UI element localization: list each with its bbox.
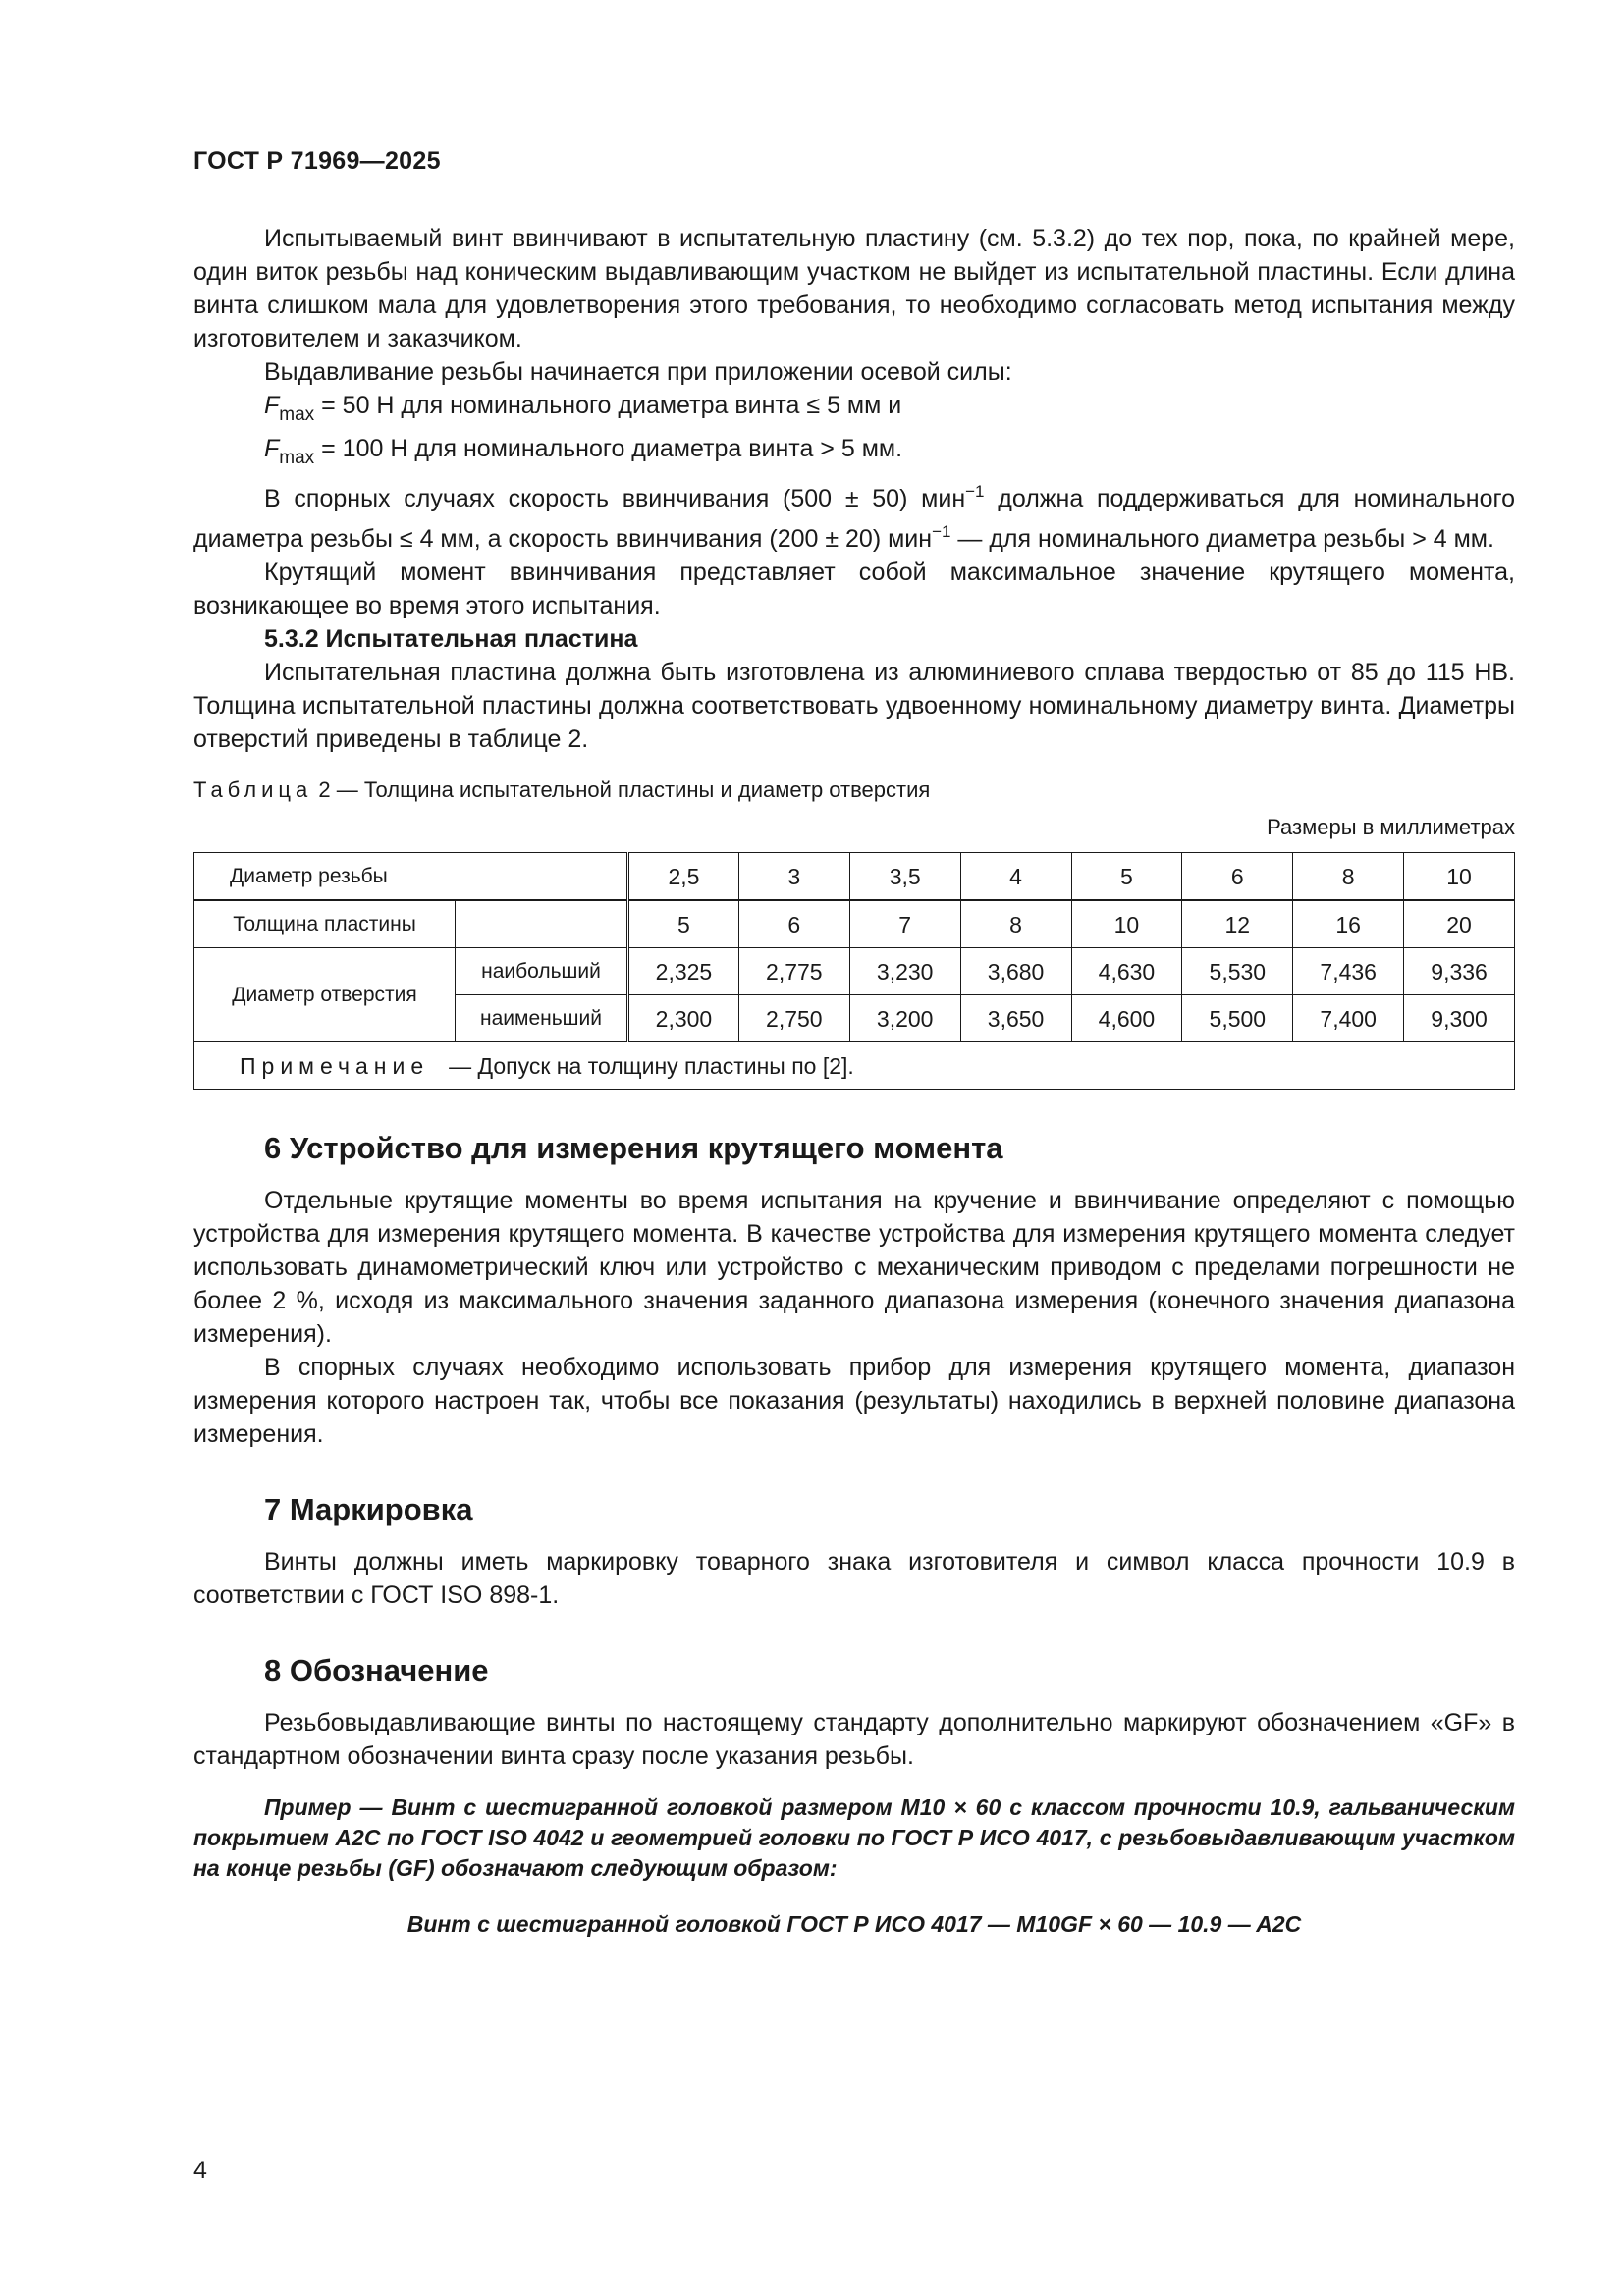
speed-unit-superscript: −1 [932,522,951,541]
table-cell: 2,325 [628,948,739,995]
table-cell: 6 [738,900,849,948]
table-note-word: Примечание [240,1052,430,1079]
section-6-paragraph-1: Отдельные крутящие моменты во время испытания на кручение и ввинчивание определяют с помощью устройства для измерения крутящего момента. В качестве устройства для измерения крутящего момента следует использовать динамометрический ключ или устройство с механическим приводом с пределами погрешности не более 2 %, исходя из максимального значения заданного диапазона измерения (конечного значения диапазона измерения). [193,1187,1515,1348]
paragraph-axial-force: Выдавливание резьбы начинается при приложении осевой силы: [264,358,1012,386]
table-cell: 16 [1293,900,1404,948]
paragraph-torque-definition: Крутящий момент ввинчивания представляет собой максимальное значение крутящего момента, возникающее во время этого испытания. [193,559,1515,619]
table-cell: 2,750 [738,995,849,1042]
table-cell: 7,436 [1293,948,1404,995]
table-cell: 9,300 [1404,995,1515,1042]
table-cell: 4,630 [1071,948,1182,995]
force-line-small-text: = 50 Н для номинального диаметра винта ≤ 5 мм и [314,392,902,419]
force-line-large [193,432,1515,475]
section-8-title: 8 Обозначение [264,1653,489,1687]
force-line-small [193,389,1515,432]
paragraph-screw-insertion: Испытываемый винт ввинчивают в испытательную пластину (см. 5.3.2) до тех пор, пока, по крайней мере, один виток резьбы над коническим выдавливающим участком не выйдет из испытательной пластины. Если длина винта слишком мала для удовлетворения этого требования, то необходимо согласовать метод испытания между изготовителем и заказчиком. [193,225,1515,352]
table-cell: 5,530 [1182,948,1293,995]
table-row-thickness [194,900,1515,948]
table-cell: 3,200 [849,995,960,1042]
speed-text-a: В спорных случаях скорость ввинчивания (500 ± 50) мин [264,485,966,512]
table-cell: 20 [1404,900,1515,948]
table-cell: 4,600 [1071,995,1182,1042]
table-cell: 8 [960,900,1071,948]
subsection-title-test-plate: 5.3.2 Испытательная пластина [264,625,638,653]
force-symbol: F [264,392,280,419]
plate-dimensions-table [193,852,1515,1090]
table-cell: 5 [628,900,739,948]
force-symbol: F [264,435,280,462]
hole-diameter-label: Диаметр отверстия [194,948,456,1042]
table-row-thread [194,853,1515,901]
table-note [194,1042,1515,1090]
thread-diameter-label: Диаметр резьбы [194,853,628,901]
table-cell: 3 [738,853,849,901]
designation-example-result: Винт с шестигранной головкой ГОСТ Р ИСО 4017 — M10GF × 60 — 10.9 — A2C [406,1911,1302,1937]
table-cell: 2,300 [628,995,739,1042]
table-units: Размеры в миллиметрах [1267,815,1515,839]
max-label: наибольший [456,948,628,995]
section-6-title: 6 Устройство для измерения крутящего момента [264,1131,1003,1165]
paragraph-test-plate: Испытательная пластина должна быть изготовлена из алюминиевого сплава твердостью от 85 до 115 HB. Толщина испытательной пластины должна соответствовать удвоенному номинальному диаметру винта. Диаметры отверстий приведены в таблице 2. [193,659,1515,753]
table-cell: 12 [1182,900,1293,948]
plate-thickness-label: Толщина пластины [194,900,456,948]
table-cell: 8 [1293,853,1404,901]
page-number: 4 [193,2157,207,2184]
section-7-title: 7 Маркировка [264,1492,473,1526]
table-cell: 2,775 [738,948,849,995]
table-row-note [194,1042,1515,1090]
section-6-paragraph-2: В спорных случаях необходимо использовать прибор для измерения крутящего момента, диапазон измерения которого настроен так, чтобы все показания (результаты) находились в верхней половине диапазона измерения. [193,1354,1515,1448]
table-cell: 10 [1071,900,1182,948]
paragraph-insertion-speed [193,475,1515,556]
table-cell: 3,650 [960,995,1071,1042]
force-subscript: max [279,404,315,425]
table-cell: 7,400 [1293,995,1404,1042]
table-caption-text: 2 — Толщина испытательной пластины и диаметр отверстия [312,777,931,802]
table-cell: 5 [1071,853,1182,901]
document-code-header: ГОСТ Р 71969—2025 [193,147,441,175]
table-cell: 9,336 [1404,948,1515,995]
table-cell: 3,5 [849,853,960,901]
document-body [193,222,1515,1941]
force-line-large-text: = 100 Н для номинального диаметра винта > 5 мм. [314,435,903,462]
table-cell: 10 [1404,853,1515,901]
table-cell: 3,230 [849,948,960,995]
table-cell: 2,5 [628,853,739,901]
speed-unit-superscript: −1 [965,482,985,501]
table-cell-empty [456,900,628,948]
speed-text-b: должна поддерживаться для номинального диаметра резьбы ≤ 4 мм, а скорость ввинчивания (200 ± 20) мин [193,485,1515,553]
table-note-text: — Допуск на толщину пластины по [2]. [449,1052,854,1079]
table-row-hole-max [194,948,1515,995]
table-cell: 3,680 [960,948,1071,995]
designation-example: Пример — Винт с шестигранной головкой размером M10 × 60 с классом прочности 10.9, гальваническим покрытием A2C по ГОСТ ISO 4042 и геометрией головки по ГОСТ Р ИСО 4017, с резьбовыдавливающим участком на конце резьбы (GF) обозначают следующим образом: [193,1794,1515,1881]
table-caption-word: Таблица [193,777,313,802]
table-cell: 6 [1182,853,1293,901]
table-cell: 7 [849,900,960,948]
table-cell: 4 [960,853,1071,901]
speed-text-c: — для номинального диаметра резьбы > 4 мм. [950,525,1494,553]
section-8-paragraph-1: Резьбовыдавливающие винты по настоящему стандарту дополнительно маркируют обозначением «GF» в стандартном обозначении винта сразу после указания резьбы. [193,1709,1515,1770]
force-subscript: max [279,448,315,468]
table-caption [193,775,1515,805]
section-7-paragraph-1: Винты должны иметь маркировку товарного знака изготовителя и символ класса прочности 10.9 в соответствии с ГОСТ ISO 898-1. [193,1548,1515,1609]
min-label: наименьший [456,995,628,1042]
table-cell: 5,500 [1182,995,1293,1042]
